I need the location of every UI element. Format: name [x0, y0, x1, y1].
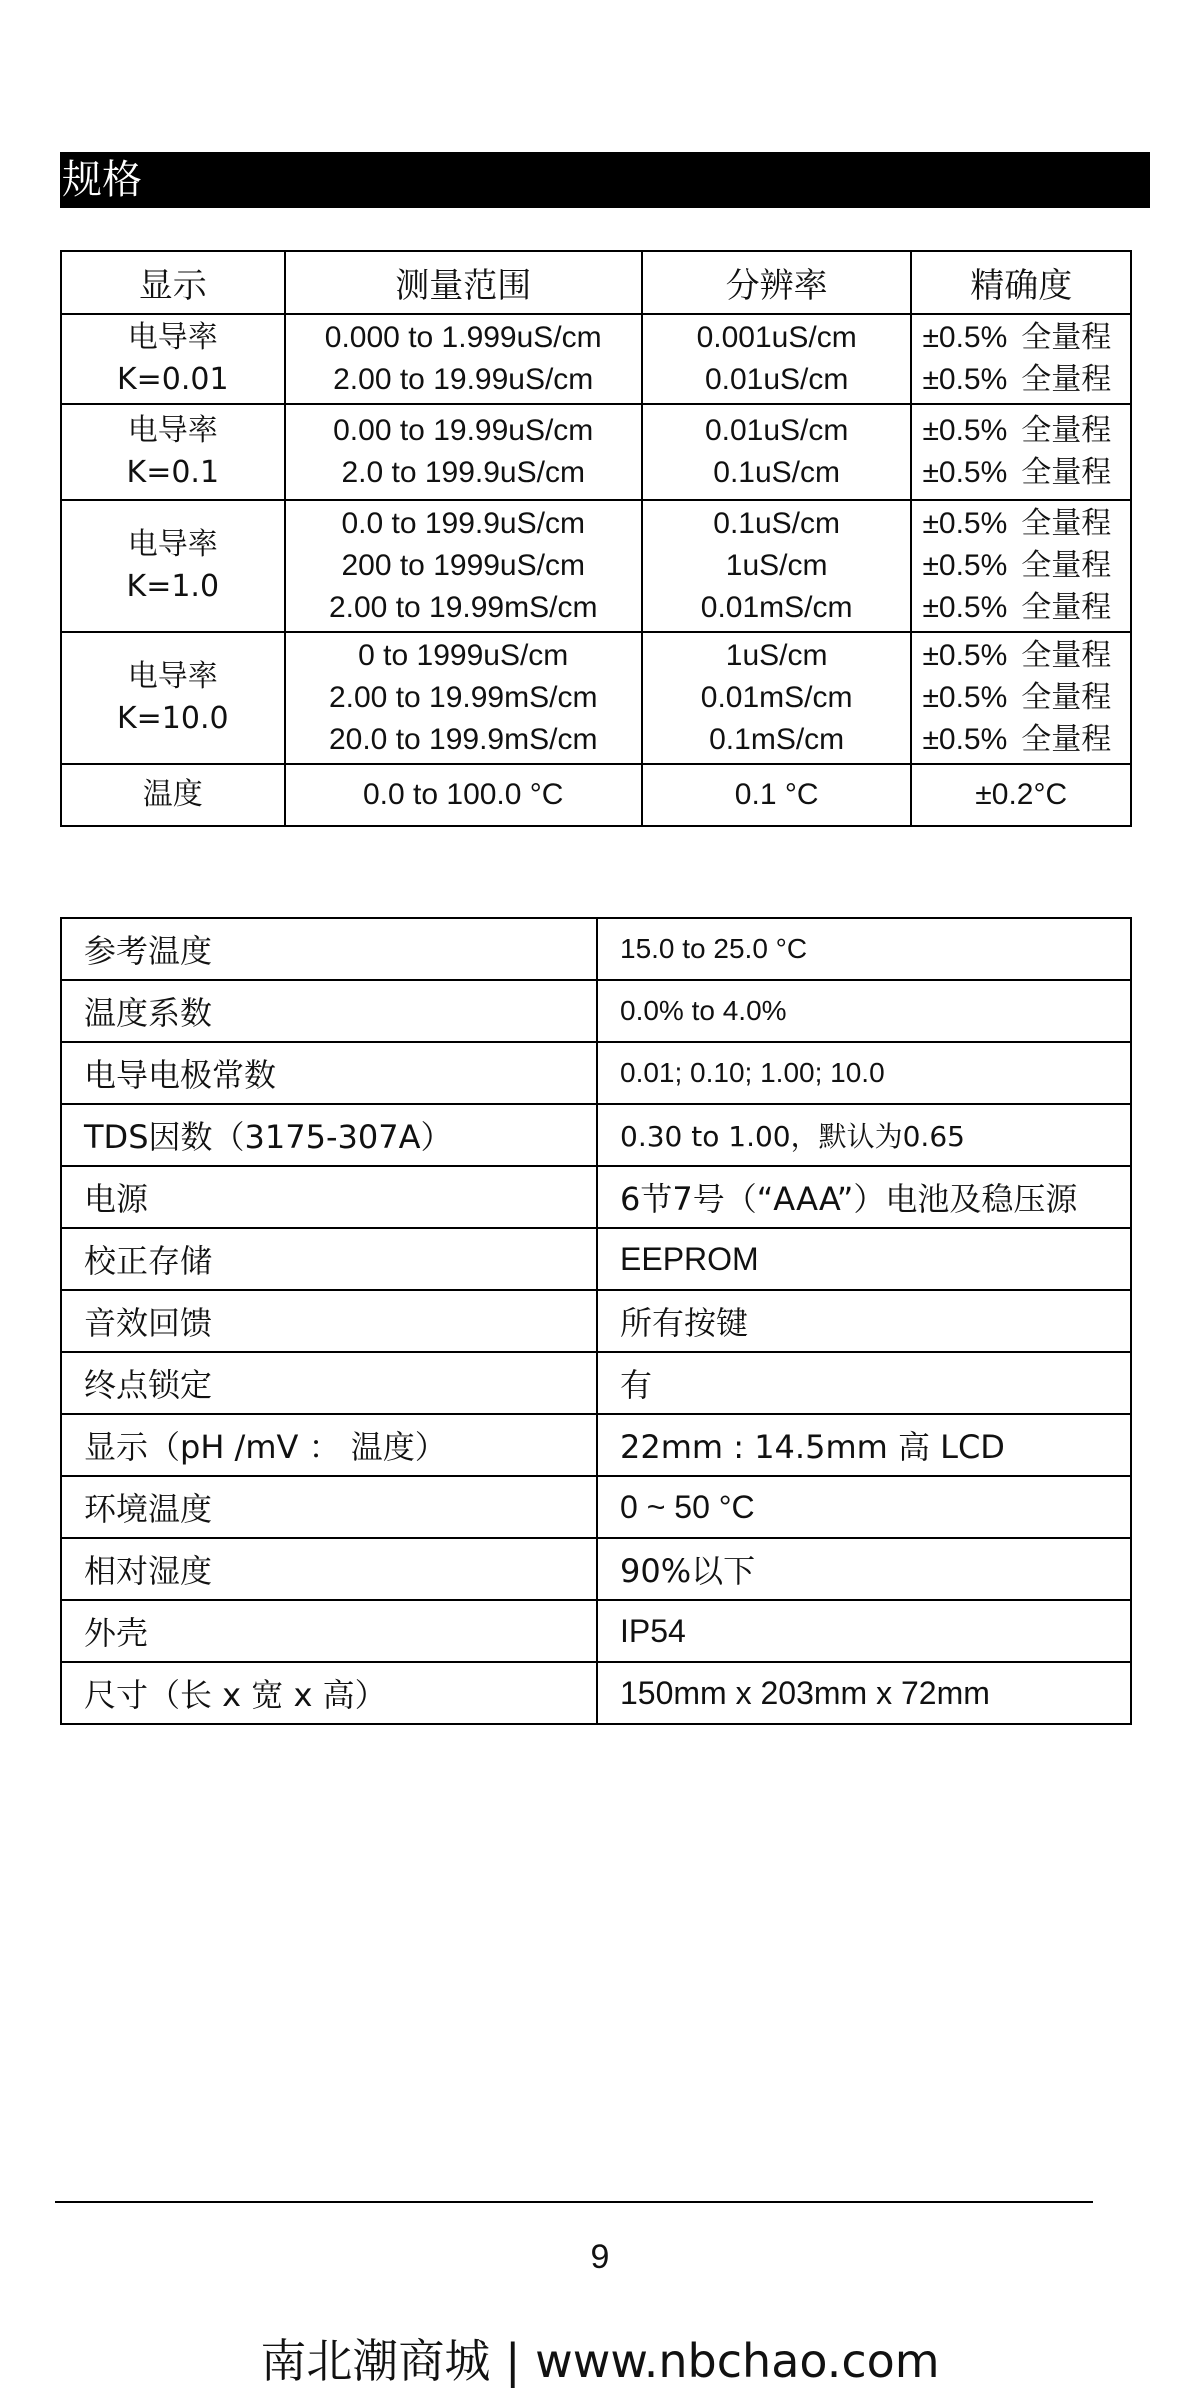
row-title: 电导率	[127, 413, 218, 448]
table-row	[61, 500, 1131, 632]
row-constant: K=10.0	[116, 701, 229, 736]
resolution-cell: 0.1 °C	[642, 764, 912, 826]
param-value: 0 ~ 50 °C	[597, 1476, 1131, 1538]
accuracy-note: 全量程	[1021, 455, 1112, 490]
accuracy-line	[922, 677, 1130, 719]
accuracy-cell: ±0.2°C	[911, 764, 1131, 826]
param-label: 尺寸（长 x 宽 x 高）	[61, 1662, 597, 1724]
resolution-value: 0.01uS/cm	[704, 363, 849, 396]
accuracy-value: ±0.5%	[922, 639, 1008, 672]
table-header-row	[61, 251, 1131, 314]
range-cell	[285, 314, 642, 404]
table-row	[61, 632, 1131, 764]
param-label: 显示（pH /mV ： 温度）	[61, 1414, 597, 1476]
accuracy-line	[922, 635, 1130, 677]
range-value: 0 to 1999uS/cm	[358, 639, 569, 672]
accuracy-cell	[911, 314, 1131, 404]
param-value: 0.01; 0.10; 1.00; 10.0	[597, 1042, 1131, 1104]
resolution-value: 0.01mS/cm	[700, 591, 853, 624]
resolution-cell	[642, 404, 912, 500]
accuracy-cell	[911, 500, 1131, 632]
range-cell	[285, 632, 642, 764]
resolution-value: 1uS/cm	[725, 639, 828, 672]
accuracy-line	[922, 587, 1130, 629]
param-value: 6节7号（“AAA”）电池及稳压源	[597, 1166, 1131, 1228]
range-value: 0.000 to 1.999uS/cm	[324, 321, 602, 354]
param-label: 相对湿度	[61, 1538, 597, 1600]
table-row	[61, 1352, 1131, 1414]
row-header	[61, 404, 285, 500]
resolution-value: 0.1mS/cm	[709, 723, 845, 756]
range-value: 2.00 to 19.99uS/cm	[333, 363, 594, 396]
table-row	[61, 1228, 1131, 1290]
range-cell	[285, 500, 642, 632]
table-row	[61, 980, 1131, 1042]
table-row	[61, 1290, 1131, 1352]
row-title: 电导率	[127, 320, 218, 355]
range-value: 2.00 to 19.99mS/cm	[328, 681, 598, 714]
accuracy-value: ±0.5%	[922, 321, 1008, 354]
range-cell: 0.0 to 100.0 °C	[285, 764, 642, 826]
table-row	[61, 1414, 1131, 1476]
accuracy-line	[922, 452, 1130, 494]
param-label: 温度系数	[61, 980, 597, 1042]
column-header: 精确度	[911, 251, 1131, 314]
page-number: 9	[590, 2238, 610, 2276]
accuracy-line	[922, 359, 1130, 401]
param-label: 终点锁定	[61, 1352, 597, 1414]
param-value: 150mm x 203mm x 72mm	[597, 1662, 1131, 1724]
general-params-table	[60, 917, 1132, 1725]
accuracy-cell	[911, 404, 1131, 500]
column-header: 分辨率	[642, 251, 912, 314]
range-value: 0.0 to 199.9uS/cm	[341, 507, 585, 540]
resolution-value: 0.001uS/cm	[696, 321, 857, 354]
accuracy-line	[922, 410, 1130, 452]
accuracy-value: ±0.5%	[922, 414, 1008, 447]
range-cell	[285, 404, 642, 500]
resolution-value: 0.01uS/cm	[704, 414, 849, 447]
site-watermark-banner: 南北潮商城 | www.nbchao.com	[260, 2334, 940, 2388]
accuracy-note: 全量程	[1021, 548, 1112, 583]
resolution-cell	[642, 500, 912, 632]
param-value: 15.0 to 25.0 °C	[597, 918, 1131, 980]
param-value: 有	[597, 1352, 1131, 1414]
param-label: 电导电极常数	[61, 1042, 597, 1104]
resolution-value: 0.1uS/cm	[713, 507, 841, 540]
param-label: 音效回馈	[61, 1290, 597, 1352]
param-value: 90%以下	[597, 1538, 1131, 1600]
param-value: 所有按键	[597, 1290, 1131, 1352]
row-title: 电导率	[127, 659, 218, 694]
table-row	[61, 1600, 1131, 1662]
accuracy-note: 全量程	[1021, 680, 1112, 715]
resolution-cell	[642, 632, 912, 764]
accuracy-value: ±0.5%	[922, 681, 1008, 714]
accuracy-note: 全量程	[1021, 362, 1112, 397]
row-title: 电导率	[127, 527, 218, 562]
row-header: 温度	[61, 764, 285, 826]
accuracy-cell	[911, 632, 1131, 764]
param-label: 外壳	[61, 1600, 597, 1662]
resolution-value: 1uS/cm	[725, 549, 828, 582]
accuracy-value: ±0.5%	[922, 591, 1008, 624]
accuracy-note: 全量程	[1021, 320, 1112, 355]
resolution-value: 0.1uS/cm	[713, 456, 841, 489]
accuracy-note: 全量程	[1021, 722, 1112, 757]
param-value: 22mm : 14.5mm 高 LCD	[597, 1414, 1131, 1476]
accuracy-note: 全量程	[1021, 413, 1112, 448]
measurement-spec-table	[60, 250, 1132, 827]
accuracy-line	[922, 719, 1130, 761]
accuracy-note: 全量程	[1021, 590, 1112, 625]
row-header	[61, 314, 285, 404]
accuracy-value: ±0.5%	[922, 456, 1008, 489]
table-row	[61, 1166, 1131, 1228]
table-row	[61, 1538, 1131, 1600]
section-title: 规格	[60, 152, 1150, 208]
accuracy-value: ±0.5%	[922, 549, 1008, 582]
accuracy-value: ±0.5%	[922, 363, 1008, 396]
table-row	[61, 404, 1131, 500]
param-value: 0.0% to 4.0%	[597, 980, 1131, 1042]
resolution-value: 0.01mS/cm	[700, 681, 853, 714]
range-value: 2.0 to 199.9uS/cm	[341, 456, 585, 489]
resolution-cell	[642, 314, 912, 404]
accuracy-value: ±0.5%	[922, 507, 1008, 540]
column-header: 显示	[61, 251, 285, 314]
param-label: 校正存储	[61, 1228, 597, 1290]
accuracy-value: ±0.5%	[922, 723, 1008, 756]
row-constant: K=0.1	[126, 455, 220, 490]
table-row	[61, 1042, 1131, 1104]
accuracy-line	[922, 317, 1130, 359]
range-value: 20.0 to 199.9mS/cm	[328, 723, 598, 756]
row-constant: K=1.0	[126, 569, 220, 604]
range-value: 200 to 1999uS/cm	[341, 549, 585, 582]
table-row	[61, 1662, 1131, 1724]
range-value: 0.00 to 19.99uS/cm	[333, 414, 594, 447]
row-constant: K=0.01	[116, 362, 229, 397]
table-row	[61, 918, 1131, 980]
param-label: 环境温度	[61, 1476, 597, 1538]
table-row	[61, 1476, 1131, 1538]
accuracy-note: 全量程	[1021, 506, 1112, 541]
param-label: 参考温度	[61, 918, 597, 980]
param-value: EEPROM	[597, 1228, 1131, 1290]
row-header	[61, 500, 285, 632]
column-header: 测量范围	[285, 251, 642, 314]
accuracy-line	[922, 503, 1130, 545]
param-label: TDS因数（3175-307A）	[61, 1104, 597, 1166]
accuracy-note: 全量程	[1021, 638, 1112, 673]
accuracy-line	[922, 545, 1130, 587]
param-label: 电源	[61, 1166, 597, 1228]
footer-divider	[55, 2201, 1093, 2203]
table-row	[61, 314, 1131, 404]
row-header	[61, 632, 285, 764]
range-value: 2.00 to 19.99mS/cm	[328, 591, 598, 624]
param-value: IP54	[597, 1600, 1131, 1662]
table-row	[61, 1104, 1131, 1166]
table-row-temperature	[61, 764, 1131, 826]
param-value: 0.30 to 1.00，默认为0.65	[597, 1104, 1131, 1166]
